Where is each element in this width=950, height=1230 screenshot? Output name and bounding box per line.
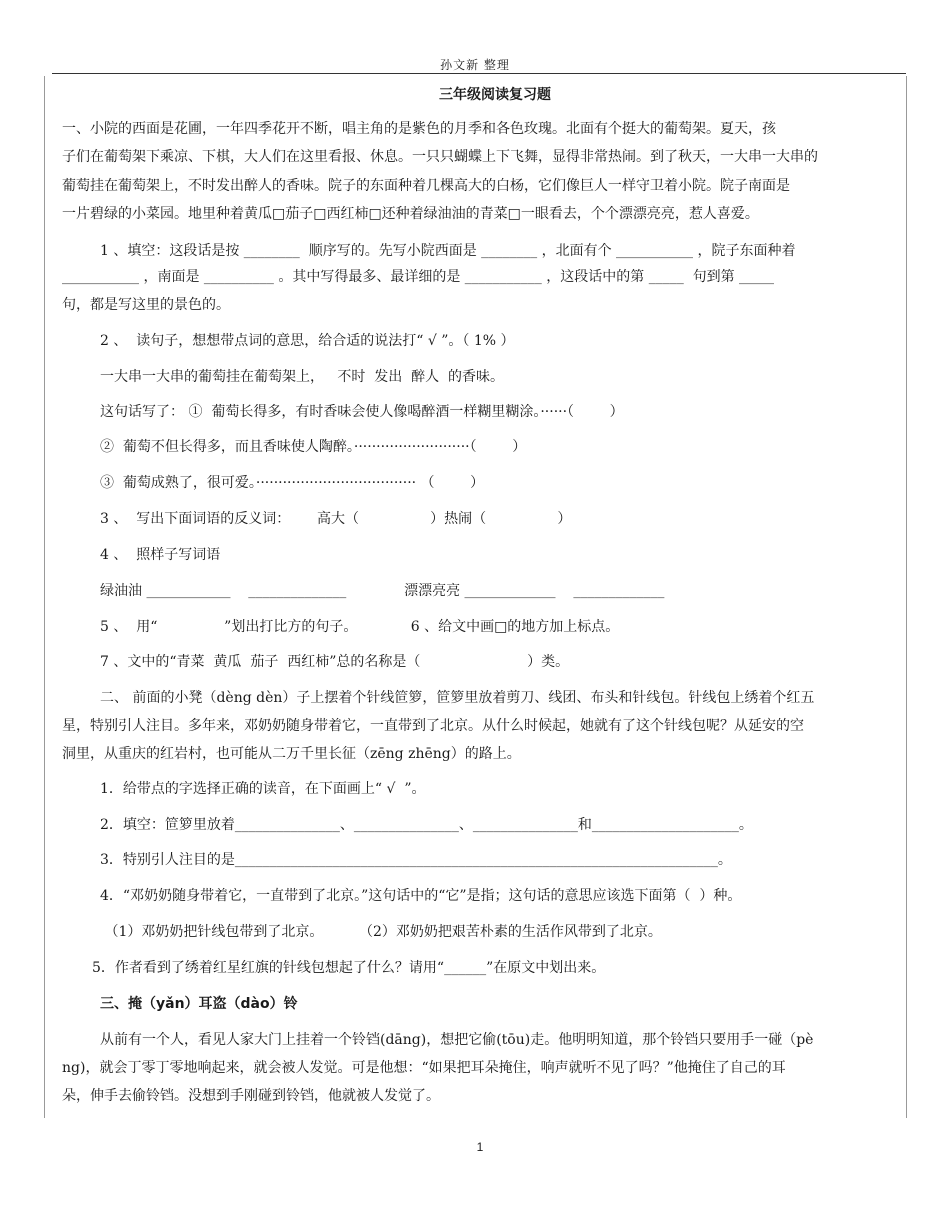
s1-q1-line: ___________ ，南面是 __________ 。其中写得最多、最详细的是 ___________ ，这段话中的第 _____ 句到第 _____: [62, 269, 775, 285]
right-margin-rule: [906, 76, 907, 1118]
s2-q5: 5．作者看到了绣着红星红旗的针线包想起了什么？请用“______”在原文中划出来。: [92, 960, 606, 976]
s2-q3: 3．特别引人注目的是_____________________________________________________________________。: [100, 852, 732, 868]
page-header: 孙文新 整理: [440, 58, 510, 72]
s1-passage-line: 一片碧绿的小菜园。地里种着黄瓜□茄子□西红柿□还种着绿油油的青菜□一眼看去，个个漂漂亮亮，惹人喜爱。: [62, 206, 759, 222]
s1-passage-line: 一、小院的西面是花圃，一年四季花开不断，唱主角的是紫色的月季和各色玫瑰。北面有个挺大的葡萄架。夏天，孩: [62, 121, 776, 137]
s1-q2-sentence: 一大串一大串的葡萄挂在葡萄架上， 不时 发出 醉人 的香味。: [100, 369, 505, 385]
s1-q5-q6: 5 、 用“ ”划出打比方的句子。 6 、给文中画□的地方加上标点。: [100, 619, 620, 635]
s1-q2-option-3: ③ 葡萄成熟了，很可爱。···································· （ ）: [100, 475, 485, 491]
s3-title: 三、掩（yǎn）耳盗（dào）铃: [100, 996, 298, 1012]
left-margin-rule: [44, 76, 45, 1118]
s3-passage-line: ng)，就会丁零丁零地响起来，就会被人发觉。可是他想：“如果把耳朵掩住，响声就听不见了吗？”他掩住了自己的耳: [62, 1060, 786, 1076]
s1-passage-line: 葡萄挂在葡萄架上，不时发出醉人的香味。院子的东面种着几棵高大的白杨，它们像巨人一样守卫着小院。院子南面是: [62, 178, 790, 194]
s1-q3: 3 、 写出下面词语的反义词： 高大（ ）热闹（ ）: [100, 511, 572, 527]
s3-passage-line: 从前有一个人，看见人家大门上挂着一个铃铛(dāng)，想把它偷(tōu)走。他明明知道，那个铃铛只要用手一碰（pè: [100, 1032, 814, 1048]
s2-passage-line: 星，特别引人注目。多年来，邓奶奶随身带着它，一直带到了北京。从什么时候起，她就有了这个针线包呢？从延安的空: [62, 718, 804, 734]
s1-q4-prompt: 4 、 照样子写词语: [100, 547, 221, 563]
page-number: 1: [476, 1140, 484, 1154]
s1-q2-option-2: ② 葡萄不但长得多，而且香味使人陶醉。··························（ ）: [100, 439, 527, 455]
s1-q7: 7 、文中的“青菜 黄瓜 茄子 西红柿”总的名称是（ ）类。: [100, 654, 570, 670]
s1-q2-option-1: 这句话写了： ① 葡萄长得多，有时香味会使人像喝醉酒一样糊里糊涂。······（ ）: [100, 404, 624, 420]
s2-q4: 4．“邓奶奶随身带着它，一直带到了北京。”这句话中的“它”是指；这句话的意思应该选下面第（ ）种。: [100, 888, 742, 904]
s2-q1: 1．给带点的字选择正确的读音，在下面画上“ √ ”。: [100, 781, 426, 797]
s2-passage-line: 洞里，从重庆的红岩村，也可能从二万千里长征（zēng zhēng）的路上。: [62, 746, 521, 762]
s3-passage-line: 朵，伸手去偷铃铛。没想到手刚碰到铃铛，他就被人发觉了。: [62, 1088, 440, 1104]
s2-q4-options: （1）邓奶奶把针线包带到了北京。 （2）邓奶奶把艰苦朴素的生活作风带到了北京。: [100, 924, 662, 940]
s1-q4-blanks: 绿油油 ____________ ______________ 漂漂亮亮 _____________ _____________: [100, 583, 665, 599]
document-title: 三年级阅读复习题: [439, 87, 551, 103]
s1-passage-line: 子们在葡萄架下乘凉、下棋，大人们在这里看报、休息。一只只蝴蝶上下飞舞，显得非常热闹。到了秋天，一大串一大串的: [62, 149, 818, 165]
header-divider: [52, 73, 906, 74]
s1-q1-line: 句，都是写这里的景色的。: [62, 297, 230, 313]
s2-passage-line: 二、 前面的小凳（dèng dèn）子上摆着个针线笸箩，笸箩里放着剪刀、线团、布头和针线包。针线包上绣着个红五: [100, 690, 815, 706]
s1-q1-line: 1 、填空：这段话是按 ________ 顺序写的。先写小院西面是 ________ ，北面有个 ___________ ，院子东面种着: [100, 243, 796, 259]
s2-q2: 2．填空：笸箩里放着_______________、_______________、_______________和_____________________。: [100, 817, 753, 833]
s1-q2-prompt: 2 、 读句子，想想带点词的意思，给合适的说法打“ √ ”。（ 1% ）: [100, 333, 515, 349]
